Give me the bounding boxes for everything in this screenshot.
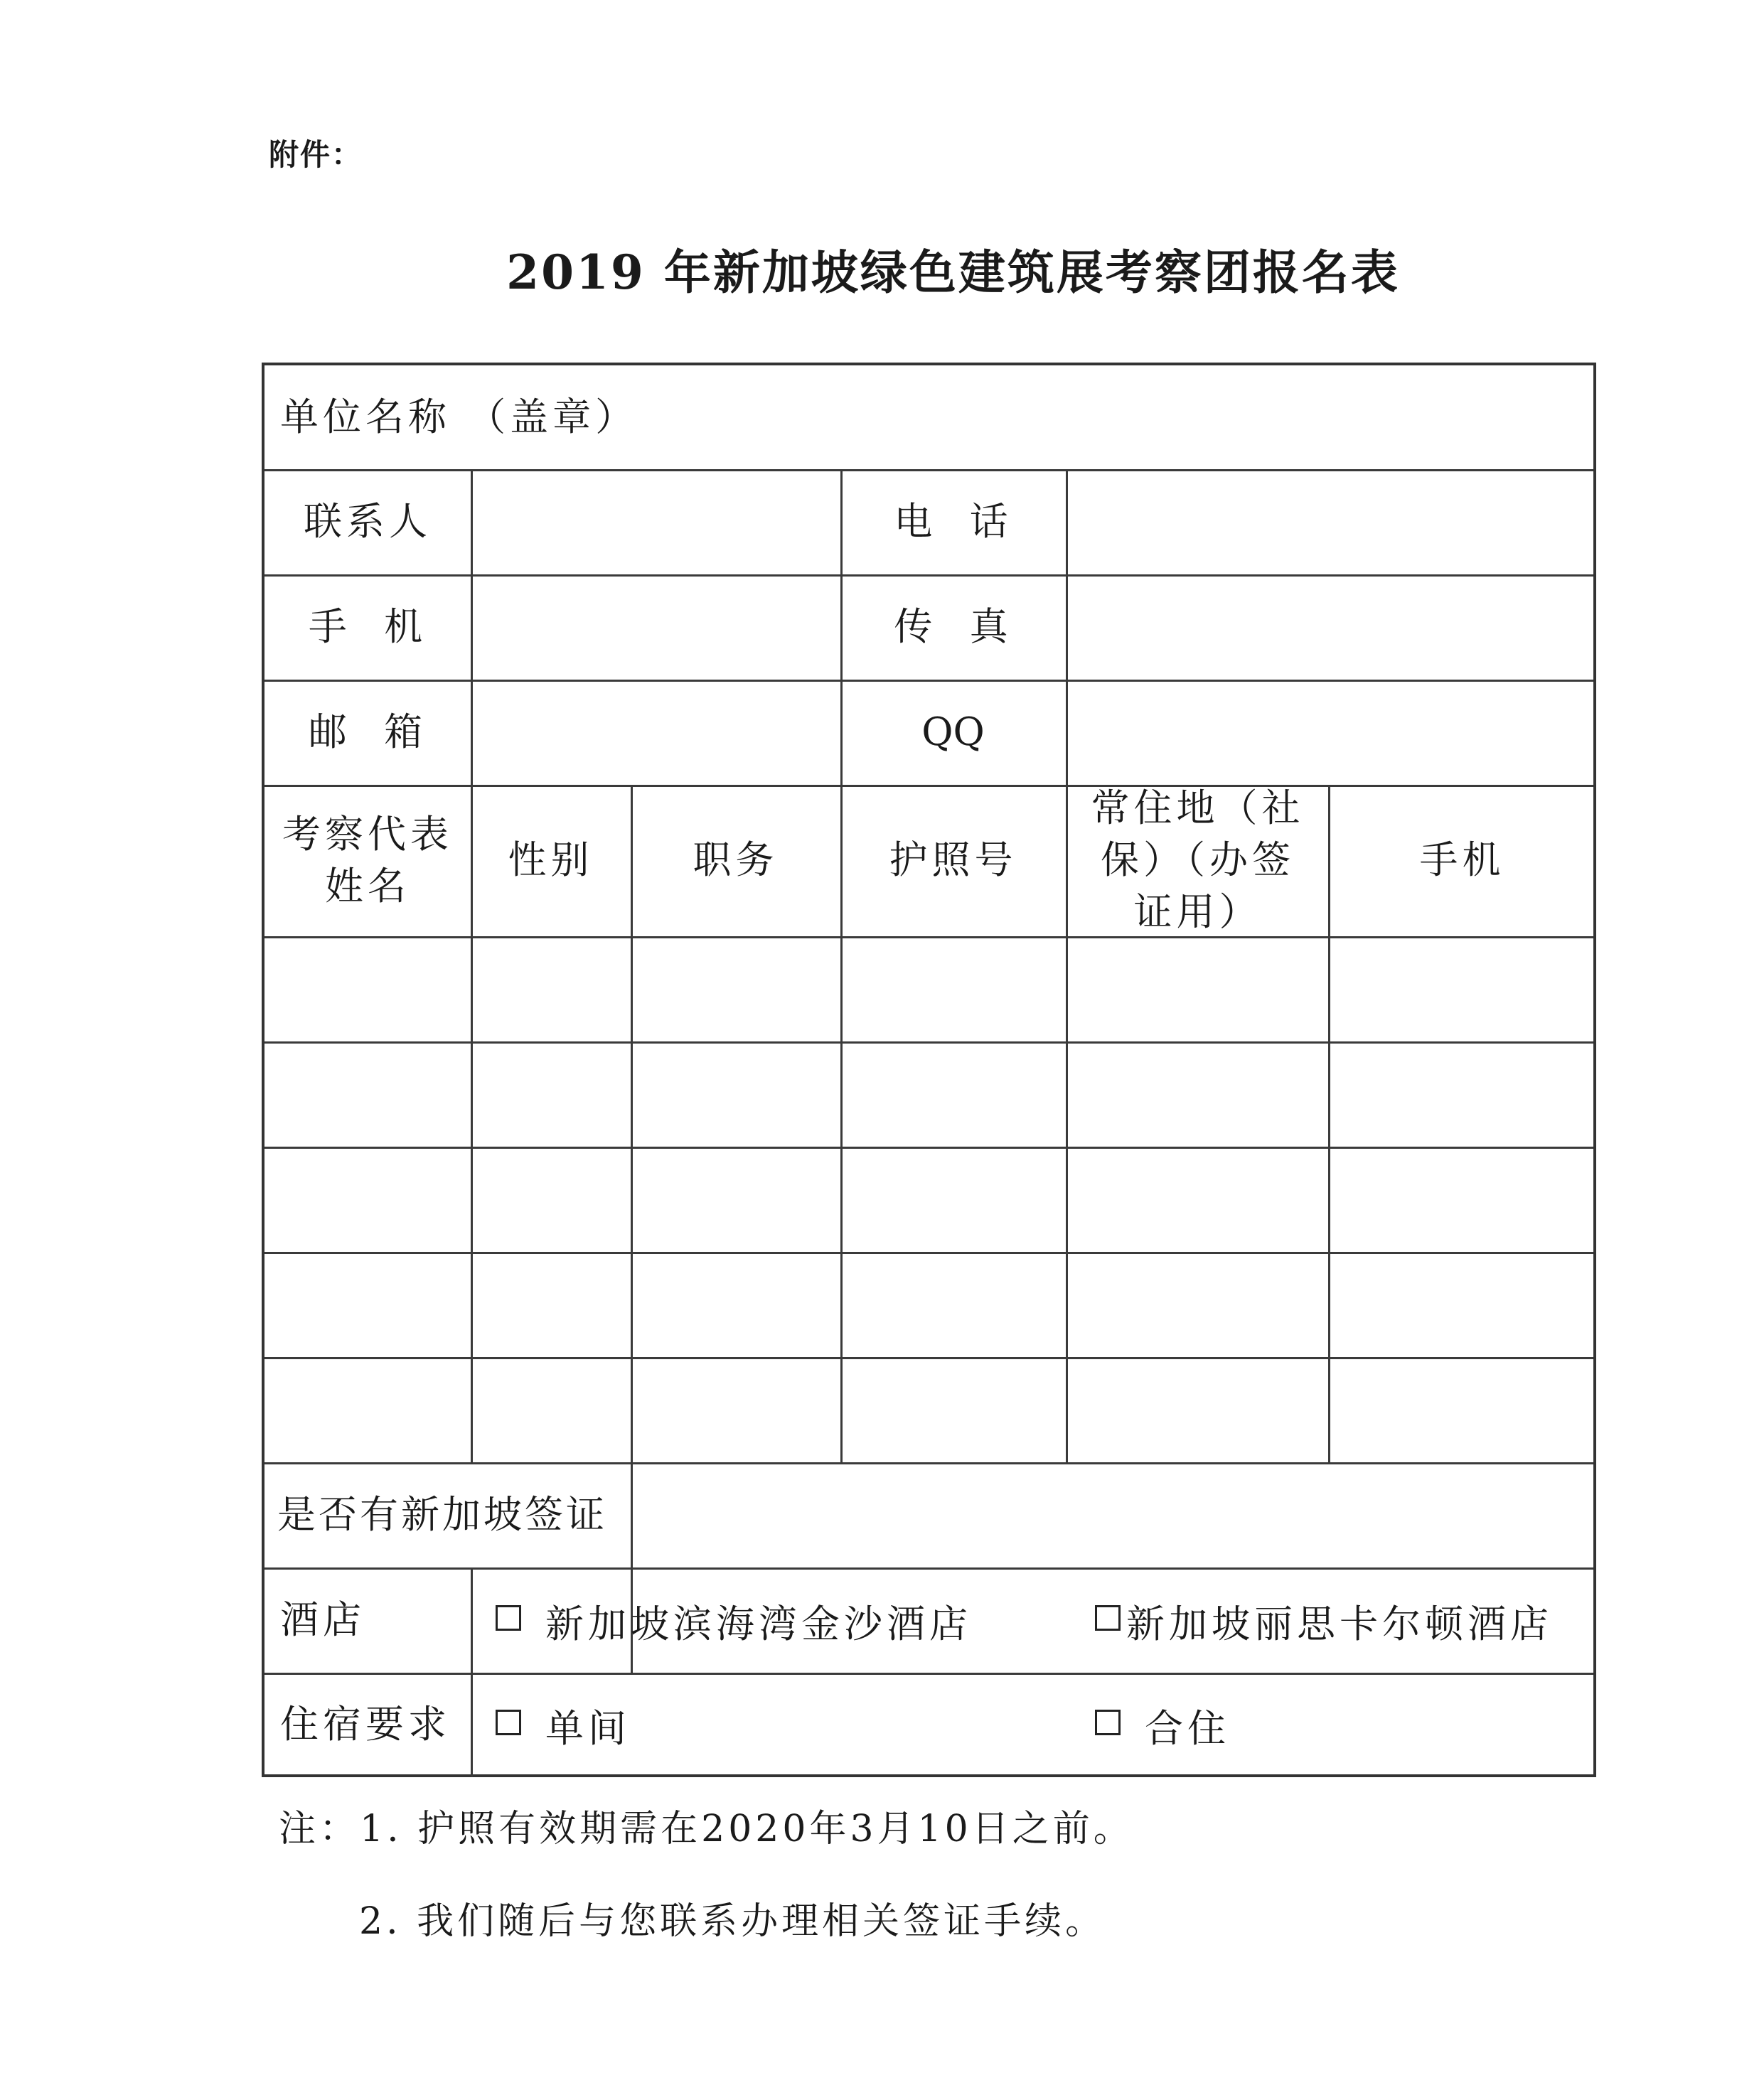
col-header-position: 职务 — [693, 837, 779, 883]
checkbox-icon[interactable] — [496, 1710, 521, 1735]
hotel-option-mbs[interactable] — [496, 1569, 972, 1673]
qq-field[interactable] — [1068, 682, 1594, 785]
hotel-option-ritz[interactable] — [1095, 1569, 1553, 1673]
phone-field[interactable] — [1068, 471, 1594, 574]
col-header-mobile: 手机 — [1419, 837, 1505, 883]
attachment-label: 附件： — [269, 137, 363, 172]
row-divider — [264, 936, 1593, 938]
col-header-gender: 性别 — [508, 837, 594, 883]
row-divider — [264, 1041, 1593, 1044]
form-title: 2019 年新加坡绿色建筑展考察团报名表 — [506, 245, 1400, 300]
checkbox-icon[interactable] — [496, 1605, 521, 1631]
phone-label: 电 话 — [894, 498, 1012, 544]
contact-label: 联系人 — [304, 498, 432, 544]
row-divider — [264, 1252, 1593, 1254]
col-header-passport: 护照号 — [889, 837, 1017, 883]
room-option-single[interactable] — [496, 1673, 631, 1777]
registration-form — [262, 363, 1596, 1777]
room-option-label: 单间 — [545, 1705, 631, 1751]
col-header-name: 考察代表姓名 — [282, 811, 453, 908]
checkbox-icon[interactable] — [1095, 1605, 1121, 1631]
contact-field[interactable] — [473, 471, 840, 574]
hotel-label: 酒店 — [280, 1597, 365, 1642]
col-header-residence: 常住地（社保）（办签证用） — [1091, 786, 1305, 934]
row-divider — [264, 1357, 1593, 1359]
checkbox-icon[interactable] — [1095, 1710, 1121, 1735]
visa-label: 是否有新加坡签证 — [277, 1491, 607, 1537]
mobile-field[interactable] — [473, 577, 840, 680]
email-field[interactable] — [473, 682, 840, 785]
room-option-label: 合住 — [1145, 1705, 1230, 1751]
hotel-option-label: 新加坡丽思卡尔顿酒店 — [1126, 1601, 1553, 1646]
note-line-1: 注：1. 护照有效期需在2020年3月10日之前。 — [279, 1808, 1134, 1850]
org-name-label: 单位名称 （盖章） — [280, 394, 638, 439]
row-divider — [264, 1147, 1593, 1149]
hotel-option-label: 新加坡滨海湾金沙酒店 — [545, 1601, 972, 1646]
mobile-label: 手 机 — [308, 604, 427, 649]
qq-label: QQ — [921, 709, 985, 754]
email-label: 邮 箱 — [308, 709, 427, 754]
room-label: 住宿要求 — [280, 1702, 451, 1747]
room-option-shared[interactable] — [1095, 1673, 1230, 1777]
fax-field[interactable] — [1068, 577, 1594, 680]
fax-label: 传 真 — [894, 604, 1012, 649]
visa-field[interactable] — [633, 1464, 1594, 1567]
col-divider — [471, 1567, 473, 1777]
note-line-2: 2. 我们随后与您联系办理相关签证手续。 — [359, 1900, 1106, 1943]
